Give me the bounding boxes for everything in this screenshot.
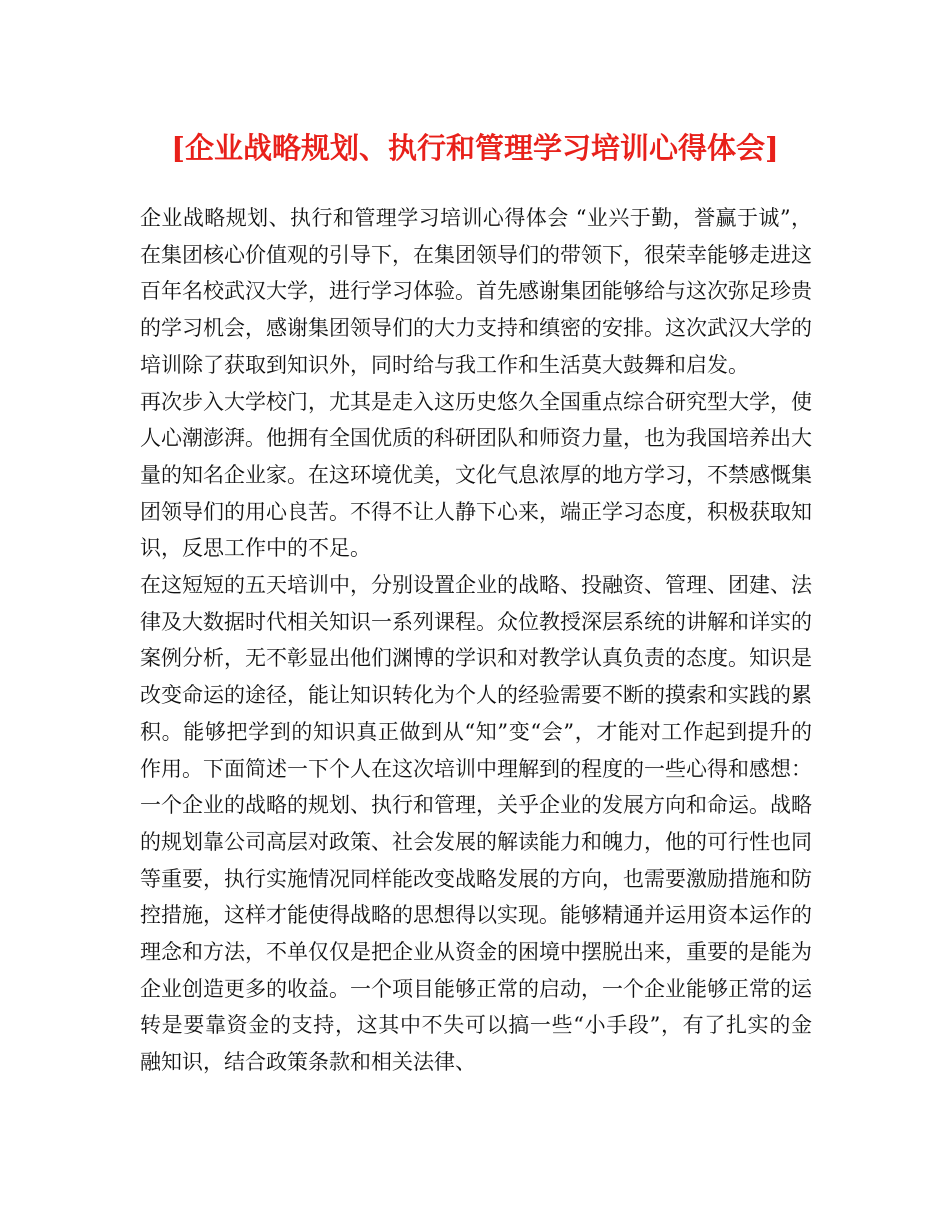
paragraph: 企业战略规划、执行和管理学习培训心得体会 “业兴于勤，誉赢于诚”，在集团核心价值观的引导下，在集团领导们的带领下，很荣幸能够走进这百年名校武汉大学，进行学习体验。首先感谢集团能够给与这次弥足珍贵的学习机会，感谢集团领导们的大力支持和缜密的安排。这次武汉大学的培训除了获取到知识外，同时给与我工作和生活莫大鼓舞和启发。 [140, 206, 812, 377]
paragraph: 在这短短的五天培训中，分别设置企业的战略、投融资、管理、团建、法律及大数据时代相关知识一系列课程。众位教授深层系统的讲解和详实的案例分析，无不彰显出他们渊博的学识和对教学认真负责的态度。知识是改变命运的途径，能让知识转化为个人的经验需要不断的摸索和实践的累积。能够把学到的知识真正做到从“知”变“会”，才能对工作起到提升的作用。下面简述一下个人在这次培训中理解到的程度的一些心得和感想： 一个企业的战略的规划、执行和管理，关乎企业的发展方向和命运。战略的规划靠公司高层对政策、社会发展的解读能力和魄力，他的可行性也同等重要，执行实施情况同样能改变战略发展的方向，也需要激励措施和防控措施，这样才能使得战略的思想得以实现。能够精通并运用资本运作的理念和方法，不单仅仅是把企业从资金的困境中摆脱出来，重要的是能为企业创造更多的收益。一个项目能够正常的启动，一个企业能够正常的运转是要靠资金的支持，这其中不失可以搞一些“小手段”，有了扎实的金融知识，结合政策条款和相关法律、 [140, 573, 812, 1075]
document-body [140, 200, 812, 1081]
paragraph: 再次步入大学校门，尤其是走入这历史悠久全国重点综合研究型大学，使人心潮澎湃。他拥有全国优质的科研团队和师资力量，也为我国培养出大量的知名企业家。在这环境优美，文化气息浓厚的地方学习，不禁感慨集团领导们的用心良苦。不得不让人静下心来，端正学习态度，积极获取知识，反思工作中的不足。 [140, 389, 812, 561]
document-title: [企业战略规划、执行和管理学习培训心得体会] [171, 131, 779, 165]
